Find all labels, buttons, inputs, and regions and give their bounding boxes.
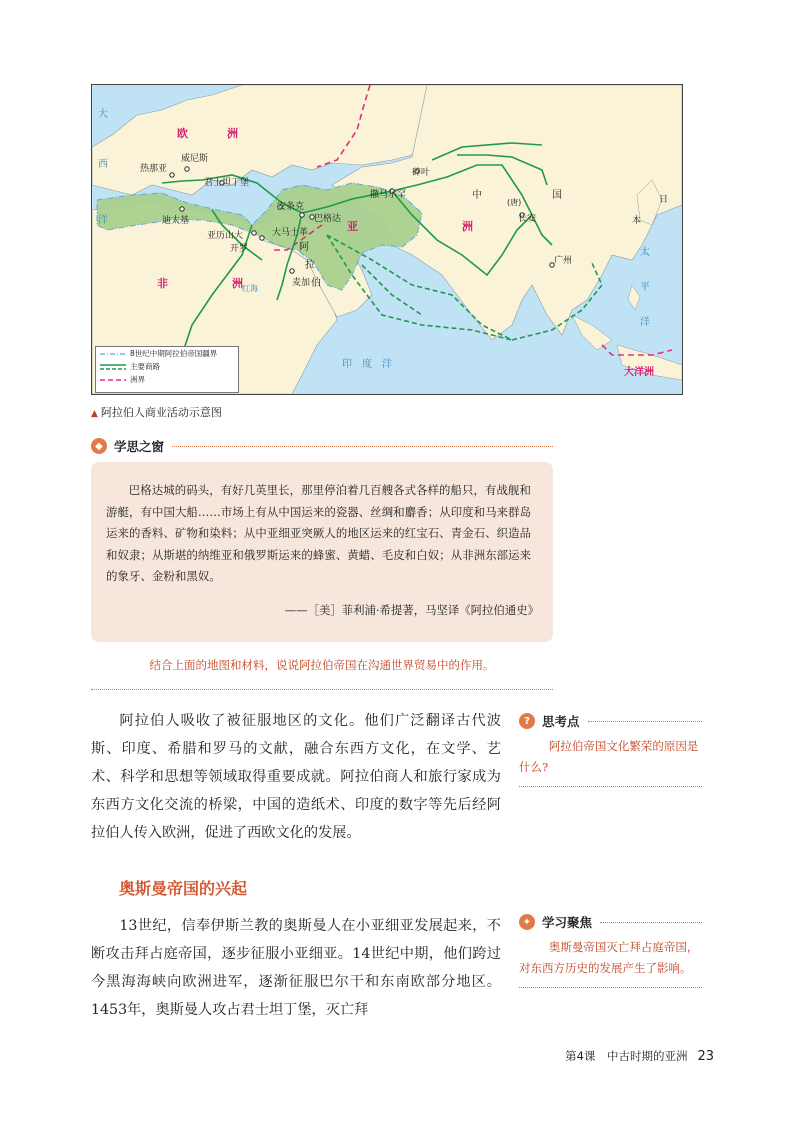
gear-icon: ✦ <box>519 914 535 930</box>
legend-row <box>100 360 238 373</box>
region-asia-1: 亚 <box>347 220 358 233</box>
legend-row <box>100 373 238 386</box>
region-china-1: 中 <box>472 190 482 201</box>
body-paragraph-1: 阿拉伯人吸收了被征服地区的文化。他们广泛翻译古代波斯、印度、希腊和罗马的文献，融合东西方文化，在文学、艺术、科学和思想等领域取得重要成就。阿拉伯商人和旅行家成为东西方文化交流的桥梁，中国的造纸术、印度的数字等先后经阿拉伯人传入欧洲，促进了西欧文化的发展。 <box>91 713 501 841</box>
region-oceania: 大洋洲 <box>624 367 654 378</box>
dotted-divider <box>600 922 702 923</box>
map-legend <box>95 346 239 393</box>
region-africa-1: 非 <box>157 277 168 290</box>
window-title: 学思之窗 <box>114 439 165 454</box>
sea-pacific-1: 太 <box>640 247 650 258</box>
city-guangzhou: 广州 <box>554 256 573 266</box>
question-icon: ? <box>519 713 535 729</box>
dotted-divider <box>519 987 702 988</box>
legend-label: 8世纪中期阿拉伯帝国疆界 <box>130 349 218 358</box>
city-damascus: 大马士革 <box>272 228 309 238</box>
page-number: 23 <box>697 1049 714 1064</box>
triangle-icon: ▲ <box>91 409 98 419</box>
sea-red: 红海 <box>242 284 258 293</box>
region-europe-1: 欧 <box>177 127 188 140</box>
region-arabia-3: 伯 <box>311 278 321 289</box>
map-caption <box>91 404 222 420</box>
quote-source: ——［美］菲利浦·希提著，马坚译《阿拉伯通史》 <box>284 603 539 617</box>
region-japan-1: 日 <box>659 195 669 205</box>
city-suyab: 碎叶 <box>412 168 431 178</box>
focus-header <box>519 913 702 931</box>
sea-atlantic-3: 洋 <box>98 215 108 226</box>
city-cairo: 开罗 <box>230 244 249 254</box>
legend-label: 主要商路 <box>130 362 160 371</box>
think-text: 阿拉伯帝国文化繁荣的原因是什么? <box>519 739 699 774</box>
discussion-question: 结合上面的地图和材料，说说阿拉伯帝国在沟通世界贸易中的作用。 <box>149 658 495 672</box>
think-box <box>519 712 702 787</box>
region-arabia-1: 阿 <box>299 242 309 253</box>
focus-box <box>519 913 702 988</box>
dotted-divider <box>91 689 553 690</box>
city-changan: 长安 <box>518 214 537 224</box>
region-africa-2: 洲 <box>232 277 243 290</box>
quote-text: 巴格达城的码头，有好几英里长，那里停泊着几百艘各式各样的船只，有战舰和游艇，有中国大船……市场上有从中国运来的瓷器、丝绸和麝香；从印度和马来群岛运来的香料、矿物和染料；从中亚细亚突厥人的地区运来的红宝石、青金石、织造品和奴隶；从斯堪的纳维亚和俄罗斯运来的蜂蜜、黄蜡、毛皮和白奴；从非洲东部运来的象牙、金粉和黑奴。 <box>106 483 532 584</box>
city-genoa: 热那亚 <box>140 164 168 174</box>
dotted-divider <box>588 721 702 722</box>
city-baghdad: 巴格达 <box>314 214 342 224</box>
sea-pacific-2: 平 <box>640 282 650 293</box>
lesson-title: 第4课 中古时期的亚洲 <box>565 1049 688 1063</box>
page-footer <box>565 1048 714 1064</box>
sea-atlantic-1: 大 <box>98 109 108 120</box>
legend-boundary-symbol <box>100 351 126 357</box>
map-caption-text: 阿拉伯人商业活动示意图 <box>100 406 222 419</box>
section-heading: 奥斯曼帝国的兴起 <box>119 879 248 898</box>
dotted-divider <box>519 786 702 787</box>
region-japan-2: 本 <box>632 216 642 226</box>
city-venice: 威尼斯 <box>181 154 209 164</box>
window-icon: ◆ <box>91 438 107 454</box>
region-asia-2: 洲 <box>462 220 473 233</box>
region-china-2: 国 <box>552 190 562 201</box>
focus-text: 奥斯曼帝国灭亡拜占庭帝国，对东西方历史的发展产生了影响。 <box>519 940 699 975</box>
city-alexandria: 亚历山大 <box>207 231 244 241</box>
legend-continent-symbol <box>100 377 126 383</box>
region-arabia-2: 拉 <box>305 260 315 271</box>
sea-atlantic-2: 西 <box>98 159 108 170</box>
legend-label: 洲界 <box>130 375 145 384</box>
focus-title: 学习聚焦 <box>542 915 593 930</box>
city-tunis: 迪太基 <box>162 216 190 226</box>
sea-pacific-3: 洋 <box>640 317 650 328</box>
think-title: 思考点 <box>542 714 580 729</box>
region-europe-2: 洲 <box>227 127 238 140</box>
quote-box <box>91 462 553 642</box>
legend-route-symbol <box>100 363 126 371</box>
city-antioch: 安条克 <box>277 202 305 212</box>
city-mecca: 麦加 <box>292 278 311 288</box>
body-paragraph-2: 13世纪，信奉伊斯兰教的奥斯曼人在小亚细亚发展起来，不断攻击拜占庭帝国，逐步征服小亚细亚。14世纪中期，他们跨过今黑海海峡向欧洲进军，逐渐征服巴尔干和东南欧部分地区。1453年，奥斯曼人攻占君士坦丁堡，灭亡拜 <box>91 918 501 1018</box>
city-samarkand: 撒马尔罕 <box>370 190 407 200</box>
region-tang: (唐) <box>507 198 522 207</box>
trade-map <box>91 84 683 395</box>
sea-indian: 印 度 洋 <box>342 359 392 370</box>
window-header <box>91 437 553 455</box>
dotted-divider <box>172 446 553 447</box>
legend-row <box>100 347 238 360</box>
think-header <box>519 712 702 730</box>
city-constantinople: 君士坦丁堡 <box>204 178 250 188</box>
